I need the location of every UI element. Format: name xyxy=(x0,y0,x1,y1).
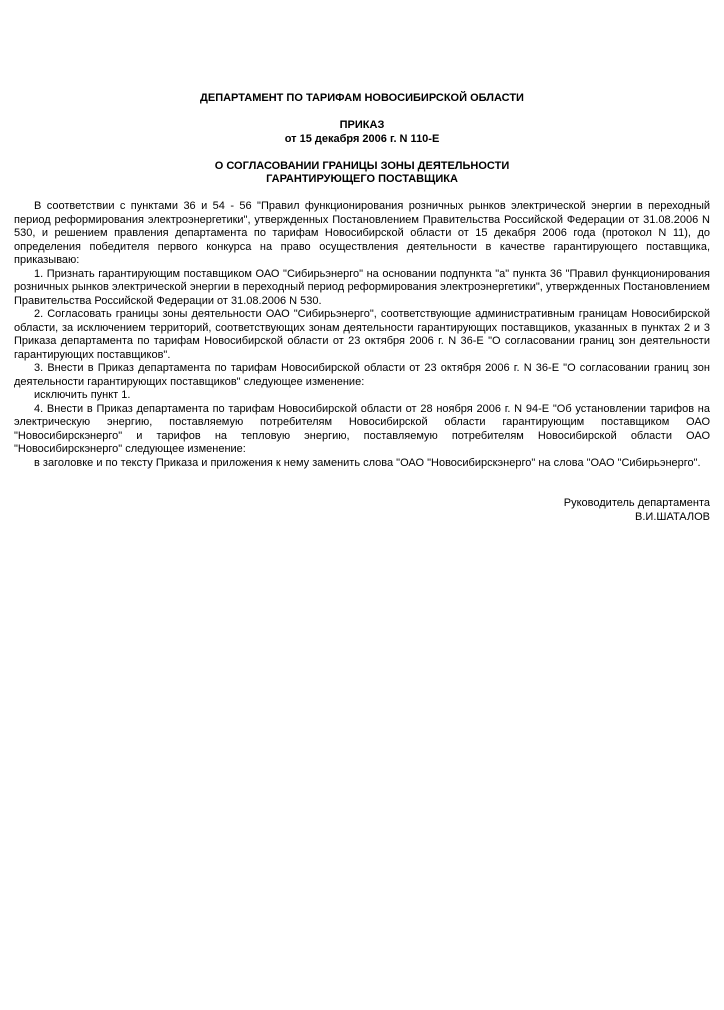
paragraph-item-4-amendment: в заголовке и по тексту Приказа и приложения к нему заменить слова "ОАО "Новосибирскэнерго" на слова "ОАО "Сибирьэнерго". xyxy=(34,456,701,469)
doc-date-number: от 15 декабря 2006 г. N 110-Е xyxy=(284,132,440,145)
paragraph-item-3: 3. Внести в Приказ департамента по тарифам Новосибирской области от 23 октября 2006 г. N 36-Е "О согласовании границ зон деятельности гарантирующих поставщиков" следующее изменение: xyxy=(14,362,710,388)
doc-subject-line2: ГАРАНТИРУЮЩЕГО ПОСТАВЩИКА xyxy=(266,173,458,185)
paragraph-item-3-amendment: исключить пункт 1. xyxy=(34,389,131,401)
doc-subject-block xyxy=(14,160,710,187)
paragraph-item-1: 1. Признать гарантирующим поставщиком ОАО "Сибирьэнерго" на основании подпункта "а" пункта 36 "Правил функционирования розничных рынков электрической энергии в переходный период реформирования электроэнергетики", утвержденных Постановлением Правительства Российской Федерации от 31.08.2006 N 530. xyxy=(14,267,710,307)
doc-subject-line1: О СОГЛАСОВАНИИ ГРАНИЦЫ ЗОНЫ ДЕЯТЕЛЬНОСТИ xyxy=(214,159,510,172)
paragraph-preamble: В соответствии с пунктами 36 и 54 - 56 "Правил функционирования розничных рынков электрической энергии в переходный период реформирования электроэнергетики", утвержденных Постановлением Правительства Российской Федерации от 31.08.2006 N 530, и решением правления департамента по тарифам Новосибирской области от 15 декабря 2006 года (протокол N 11), до определения победителя первого конкурса на право осуществления деятельности в качестве гарантирующего поставщика, приказываю: xyxy=(14,200,710,266)
order-title-block xyxy=(14,119,710,146)
department-title: ДЕПАРТАМЕНТ ПО ТАРИФАМ НОВОСИБИРСКОЙ ОБЛАСТИ xyxy=(200,92,524,104)
paragraph-item-4: 4. Внести в Приказ департамента по тарифам Новосибирской области от 28 ноября 2006 г. N 94-Е "Об установлении тарифов на электрическую энергию, поставляемую потребителям Новосибирской области гарантирующим поставщиком ОАО "Новосибирскэнерго" и тарифов на тепловую энергию, поставляемую потребителям Новосибирской области ОАО "Новосибирскэнерго" следующее изменение: xyxy=(14,402,710,455)
paragraph-item-2: 2. Согласовать границы зоны деятельности ОАО "Сибирьэнерго", соответствующие административным границам Новосибирской области, за исключением территорий, соответствующих зонам деятельности гарантирующих поставщиков, указанных в пунктах 2 и 3 Приказа департамента по тарифам Новосибирской области от 23 октября 2006 г. N 36-Е "О согласовании границ зон деятельности гарантирующих поставщиков". xyxy=(14,308,710,361)
doc-type-label: ПРИКАЗ xyxy=(339,119,385,131)
signature-position: Руководитель департамента xyxy=(563,497,710,509)
signature-block xyxy=(14,497,710,524)
signature-name: В.И.ШАТАЛОВ xyxy=(635,510,710,523)
document-header xyxy=(14,92,710,187)
document-body xyxy=(14,200,710,470)
